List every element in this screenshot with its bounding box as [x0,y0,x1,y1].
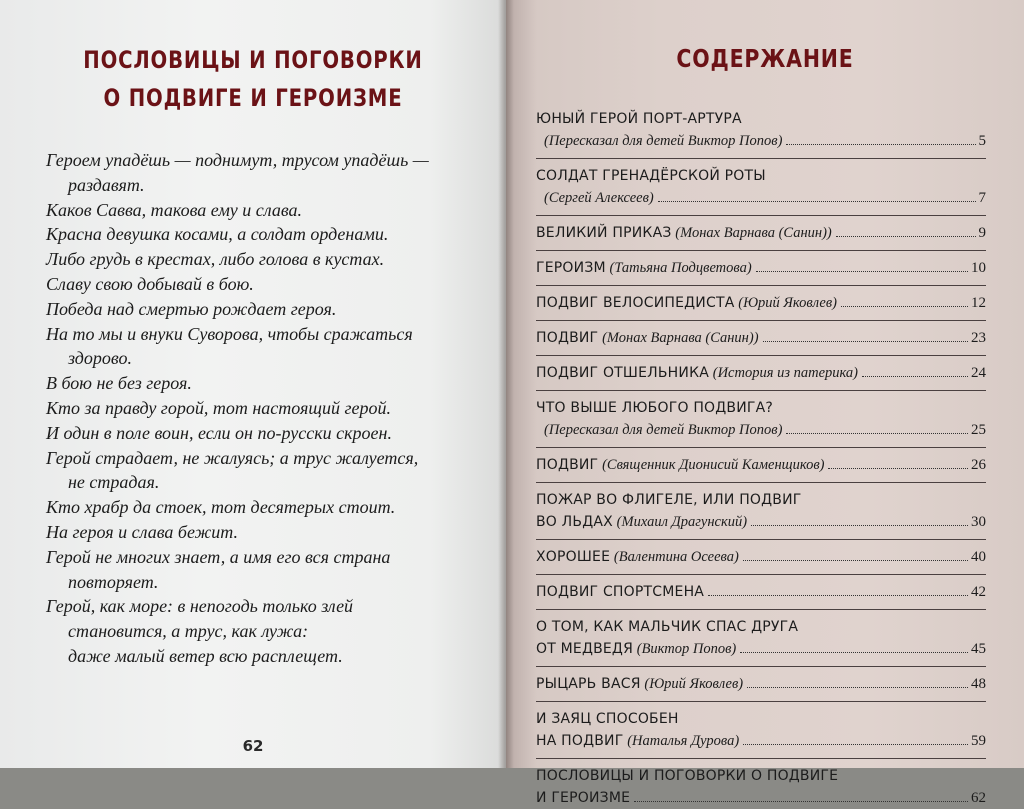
proverbs-list [46,148,486,669]
toc-entry-line [536,130,986,152]
left-page [0,0,506,768]
toc-entry-page: 5 [978,133,986,149]
toc-entry-author: (Виктор Попов) [636,641,737,657]
proverb-line: Кто за правду горой, тот настоящий герой. [46,397,391,418]
toc-entry-line [536,730,986,752]
toc-entry [536,257,986,279]
toc-entry-author: (Татьяна Подцветова) [609,260,752,276]
proverb-line: становится, а трус, как лужа: [68,621,309,642]
toc-entry-line [536,489,986,511]
toc-leader-dots [740,652,968,653]
toc-separator [536,758,986,759]
toc-entry-title: И ЗАЯЦ СПОСОБЕН [536,711,679,727]
toc-leader-dots [634,801,968,802]
toc-entry [536,222,986,244]
toc-entry-page: 10 [971,260,986,276]
toc-entry-author: (Священник Дионисий Каменщиков) [602,457,825,473]
proverb-line: не страдая. [68,472,160,493]
toc-separator [536,701,986,702]
toc-entry-page: 42 [971,584,986,600]
toc-separator [536,320,986,321]
toc-entry-line [536,787,986,809]
toc-entry-title: ВЕЛИКИЙ ПРИКАЗ [536,225,672,241]
toc-entry-title: ГЕРОИЗМ [536,260,606,276]
proverb-line: Герой, как море: в непогодь только злей [46,596,354,617]
toc-entry-title: ЮНЫЙ ГЕРОЙ ПОРТ-АРТУРА [536,111,742,127]
toc-entry-author: (Монах Варнава (Санин)) [602,330,759,346]
toc-entry [536,616,986,660]
toc-entry-line [536,454,986,476]
toc-entry-page: 23 [971,330,986,346]
toc-entry-line [536,362,986,384]
toc-separator [536,215,986,216]
toc-leader-dots [743,744,968,745]
proverb-line: В бою не без героя. [46,373,192,394]
toc-entry-line [536,673,986,695]
toc-entry-page: 45 [971,641,986,657]
toc-separator [536,285,986,286]
toc-separator [536,574,986,575]
table-of-contents [536,108,986,809]
toc-entry-title: ПОДВИГ ОТШЕЛЬНИКА [536,365,709,381]
toc-entry-line [536,419,986,441]
toc-entry-author: (Михаил Драгунский) [616,514,748,530]
toc-separator [536,390,986,391]
toc-entry [536,489,986,533]
toc-leader-dots [708,595,968,596]
toc-entry-page: 59 [971,733,986,749]
toc-entry-author: (Пересказал для детей Виктор Попов) [544,133,783,149]
toc-entry-line [536,616,986,638]
toc-entry-line [536,327,986,349]
toc-entry [536,362,986,384]
toc-entry-title: РЫЦАРЬ ВАСЯ [536,676,641,692]
proverb-line: раздавят. [68,174,145,195]
proverb-line: Героем упадёшь — поднимут, трусом упадёшь — [46,150,429,170]
toc-entry-title: ЧТО ВЫШЕ ЛЮБОГО ПОДВИГА? [536,400,774,416]
page-number: 62 [242,737,264,755]
toc-entry-page: 7 [978,190,986,206]
toc-leader-dots [658,201,976,202]
toc-entry-author: (Юрий Яковлев) [738,295,837,311]
proverb-line: На то мы и внуки Суворова, чтобы сражаться [46,323,413,344]
toc-entry-line [536,187,986,209]
toc-entry-line [536,222,986,244]
toc-separator [536,482,986,483]
toc-entry-page: 62 [971,790,986,806]
proverb-line: На героя и слава бежит. [46,521,238,542]
toc-leader-dots [786,144,975,145]
toc-leader-dots [763,341,968,342]
toc-entry-title: ПОДВИГ СПОРТСМЕНА [536,584,705,600]
toc-entry-line [536,765,986,787]
proverb-line: Славу свою добывай в бою. [46,273,254,294]
toc-entry-page: 12 [971,295,986,311]
toc-entry-author: (Наталья Дурова) [627,733,740,749]
toc-separator [536,539,986,540]
right-page [506,0,1024,806]
toc-entry-title: ХОРОШЕЕ [536,549,611,565]
toc-entry-line [536,257,986,279]
toc-entry-author: (Монах Варнава (Санин)) [675,225,832,241]
toc-entry-line [536,546,986,568]
proverb-line: Герой страдает, не жалуясь; а трус жалуется, [46,447,419,468]
toc-separator [536,666,986,667]
proverb-line: И один в поле воин, если он по-русски скроен. [46,422,392,443]
toc-entry [536,108,986,152]
page-title-line2: О ПОДВИГЕ И ГЕРОИЗМЕ [103,84,403,112]
toc-entry-title: СОЛДАТ ГРЕНАДЁРСКОЙ РОТЫ [536,168,766,184]
toc-leader-dots [743,560,968,561]
proverb-line: Победа над смертью рождает героя. [46,298,337,319]
toc-separator [536,447,986,448]
toc-entry [536,397,986,441]
toc-entry-line [536,581,986,603]
toc-entry-author: (Пересказал для детей Виктор Попов) [544,422,783,438]
proverb-line: Кто храбр да стоек, тот десятерых стоит. [46,497,396,518]
toc-entry-title: О ТОМ, КАК МАЛЬЧИК СПАС ДРУГА [536,619,799,635]
toc-entry-page: 40 [971,549,986,565]
toc-entry [536,581,986,603]
toc-entry-line [536,397,986,419]
proverb-line: Каков Савва, такова ему и слава. [46,199,303,220]
toc-entry [536,546,986,568]
toc-separator [536,250,986,251]
toc-leader-dots [828,468,968,469]
toc-entry-title: НА ПОДВИГ [536,733,624,749]
toc-leader-dots [836,236,976,237]
toc-entry-author: (Юрий Яковлев) [644,676,744,692]
proverb-line: здорово. [68,348,132,369]
book-spine [498,0,514,768]
toc-separator [536,609,986,610]
toc-leader-dots [786,433,968,434]
toc-entry [536,708,986,752]
toc-entry-page: 25 [971,422,986,438]
toc-entry-page: 26 [971,457,986,473]
toc-entry-title: ПОЖАР ВО ФЛИГЕЛЕ, ИЛИ ПОДВИГ [536,492,802,508]
page-title-line1: ПОСЛОВИЦЫ И ПОГОВОРКИ [83,46,423,74]
toc-separator [536,355,986,356]
toc-entry [536,292,986,314]
toc-entry-page: 48 [971,676,986,692]
toc-entry-title: И ГЕРОИЗМЕ [536,790,631,806]
toc-entry [536,673,986,695]
toc-leader-dots [747,687,968,688]
toc-entry-author: (Сергей Алексеев) [544,190,654,206]
toc-entry [536,165,986,209]
toc-entry-title: ОТ МЕДВЕДЯ [536,641,633,657]
toc-entry [536,454,986,476]
toc-entry-line [536,165,986,187]
proverb-line: повторяет. [68,571,159,592]
toc-entry-title: ПОДВИГ ВЕЛОСИПЕДИСТА [536,295,735,311]
toc-entry-line [536,108,986,130]
proverb-line: Либо грудь в крестах, либо голова в кустах. [46,249,385,270]
toc-entry-author: (Валентина Осеева) [613,549,739,565]
toc-entry-line [536,638,986,660]
toc-leader-dots [862,376,968,377]
toc-entry-title: ВО ЛЬДАХ [536,514,613,530]
toc-entry-page: 30 [971,514,986,530]
toc-entry-page: 9 [978,225,986,241]
toc-entry-line [536,511,986,533]
proverb-line: Красна девушка косами, а солдат орденами. [46,224,389,245]
toc-entry-page: 24 [971,365,986,381]
toc-entry-title: ПОДВИГ [536,330,599,346]
toc-entry-author: (История из патерика) [712,365,859,381]
toc-leader-dots [751,525,968,526]
toc-entry-title: ПОСЛОВИЦЫ И ПОГОВОРКИ О ПОДВИГЕ [536,768,839,784]
toc-entry-line [536,292,986,314]
toc-entry-title: ПОДВИГ [536,457,599,473]
proverb-line: Герой не многих знает, а имя его вся страна [46,546,391,567]
toc-leader-dots [756,271,968,272]
toc-title: СОДЕРЖАНИЕ [676,44,854,73]
toc-entry-line [536,708,986,730]
toc-separator [536,158,986,159]
proverb-line: даже малый ветер всю расплещет. [68,645,343,666]
toc-entry [536,765,986,809]
toc-leader-dots [841,306,968,307]
toc-entry [536,327,986,349]
